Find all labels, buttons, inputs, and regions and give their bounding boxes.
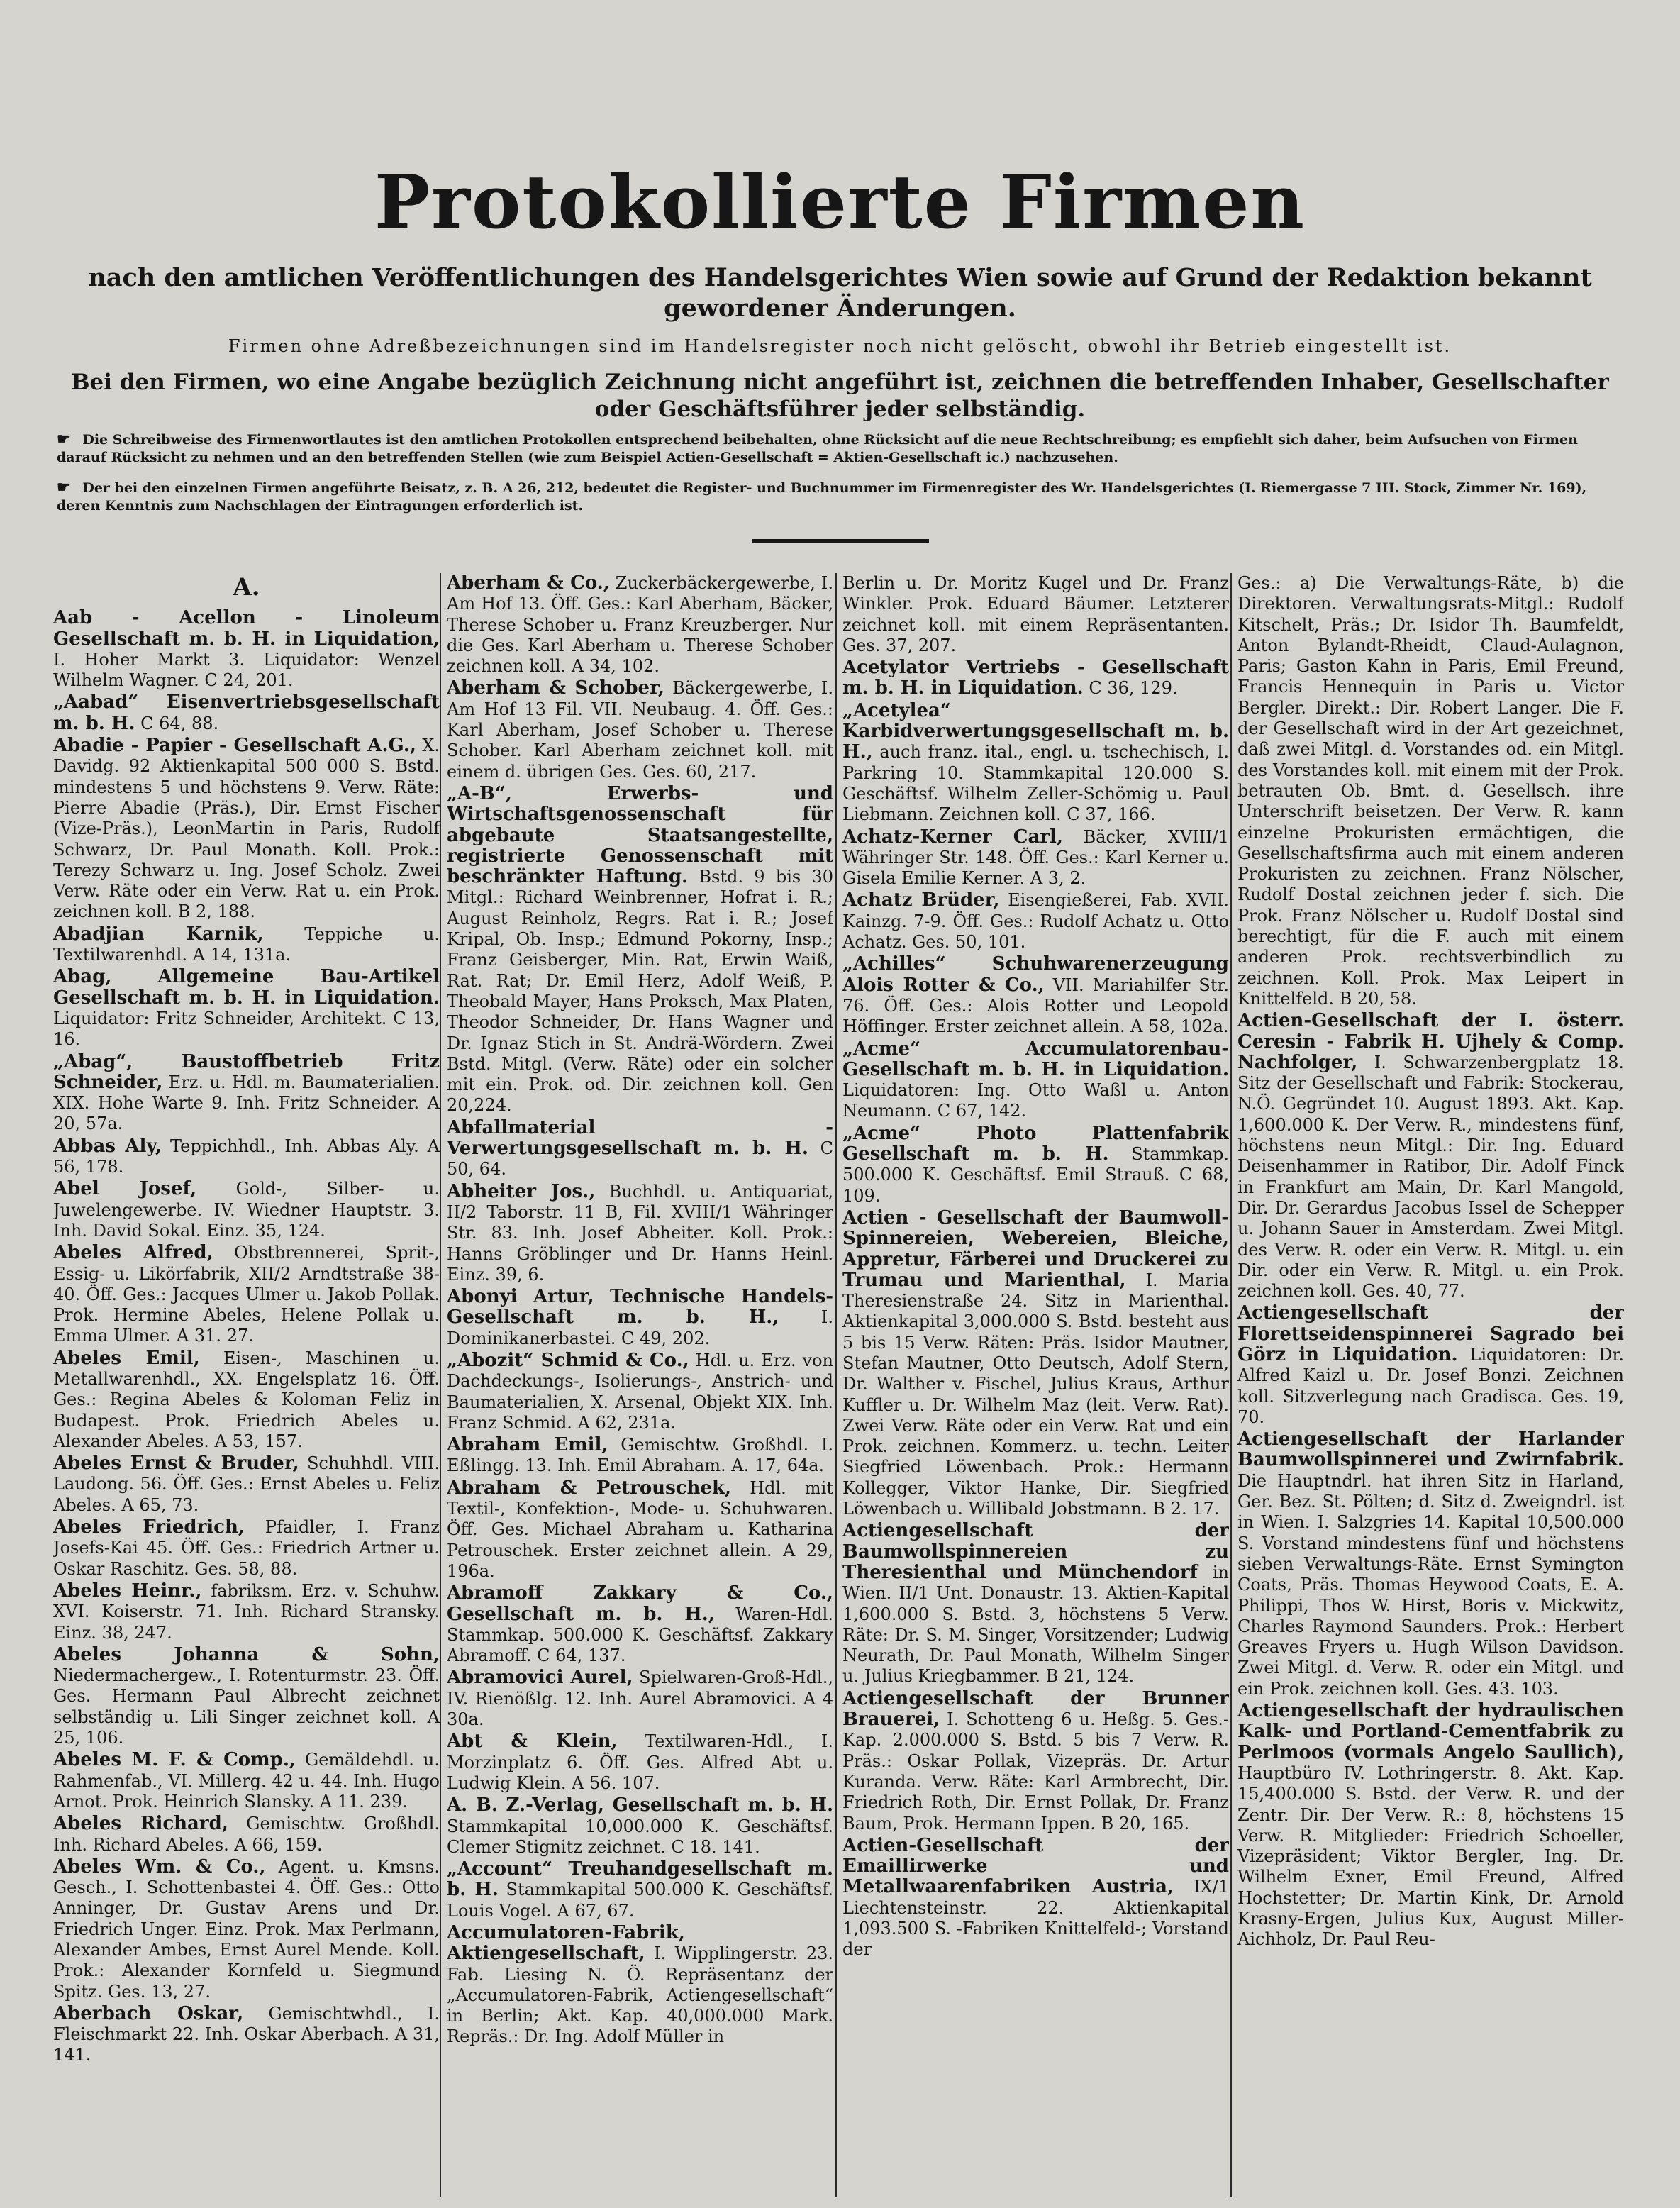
firm-details: C 36, 129.	[1089, 678, 1178, 699]
firm-name: „A-B“, Erwerbs- und Wirtschaftsgenossenschaft für abgebaute Staatsangestellte, registrierte Genossenschaft mit beschränkter Haftung.	[447, 782, 833, 888]
firm-name: Achatz-Kerner Carl,	[842, 826, 1063, 848]
firm-name: Actien - Gesellschaft der Baumwoll-Spinnereien, Webereien, Bleiche, Appretur, Färberei und Druckerei zu Trumau und Marienthal,	[842, 1206, 1229, 1291]
firm-details: Ges.: a) Die Verwaltungs-Räte, b) die Direktoren. Verwaltungsrats-Mitgl.: Rudolf Kitschelt, Präs.; Dr. Isidor Th. Baumfeldt, Anton Bylandt-Rheidt, Claud-Aulagnon, Paris; Gaston Kahn in Paris, Emil Freund, Francis Hennequin in Paris u. Victor Bergler. Direkt.: Dir. Robert Langer. Die F. der Gesellschaft wird in der Art gezeichnet, daß zwei Mitgl. d. Vorstandes od. ein Mitgl. des Vorstandes koll. mit einem mit der Prok. betrauten Ob. Bmt. d. Gesellsch. ihre Unterschrift beisetzen. Der Verw. R. kann einzelne Prokuristen ermächtigen, die Gesellschaftsfirma auch mit einem anderen Prokuristen zu zeichnen. Franz Nölscher, Rudolf Dostal zeichnen jeder f. sich. Die Prok. Franz Nölscher u. Rudolf Dostal sind berechtigt, für die F. auch mit einem anderen Prok. rechtsverbindlich zu zeichnen. Koll. Prok. Max Leipert in Knittelfeld. B 20, 58.	[1237, 573, 1624, 1009]
pointing-hand-icon: ☛	[57, 478, 71, 496]
header-divider	[752, 539, 929, 543]
firm-entry	[53, 736, 440, 923]
hint-register-number	[57, 479, 1623, 515]
firm-details: Gemischtw. Großhdl. Inh. Richard Abeles. A 66, 159.	[53, 1814, 440, 1855]
firm-entry	[53, 2004, 440, 2066]
firm-entry	[53, 692, 440, 734]
firm-name: Abel Josef,	[53, 1178, 197, 1200]
page-title: Protokollierte Firmen	[374, 158, 1306, 245]
column-divider	[835, 573, 837, 2197]
firm-details: I. Schwarzenbergplatz 18. Sitz der Gesellschaft und Fabrik: Stockerau, N.Ö. Gegründet 10. August 1893. Akt. Kap. 1,600.000 K. Der Verw. R., mindestens fünf, höchstens neun Mitgl.: Dir. Ing. Eduard Deisenhammer in Ratibor, Dir. Adolf Finck in Frankfurt am Main, Dr. Karl Mangold, Dir. Dr. Gerardus Jacobus Issel de Schepper u. Johann Sauer in Amsterdam. Zwei Mitgl. des Verw. R. oder ein Verw. R. Mitgl. u. ein Dir. oder ein Verw. R. Mitgl. u. ein Prok. zeichnen koll. Ges. 40, 77.	[1237, 1052, 1624, 1302]
firm-details: Schuhhdl. VIII. Laudong. 56. Öff. Ges.: Ernst Abeles u. Feliz Abeles. A 65, 73.	[53, 1453, 440, 1515]
firm-entry	[447, 784, 833, 1116]
firm-name: Abadjian Karnik,	[53, 923, 264, 945]
section-letter: A.	[233, 573, 260, 601]
firm-details: Hdl. mit Textil-, Konfektion-, Mode- u. Schuhwaren. Öff. Ges. Michael Abraham u. Katharina Petrouschek. Erster zeichnet allein. A 29, 196a.	[447, 1477, 833, 1581]
firm-details: Gemäldehdl. u. Rahmenfab., VI. Millerg. 42 u. 44. Inh. Hugo Arnot. Prok. Heinrich Slansky. A 11. 239.	[53, 1750, 440, 1812]
firm-entry	[842, 701, 1229, 826]
firm-entry	[1237, 573, 1624, 1009]
hint-spelling-text: Die Schreibweise des Firmenwortlautes ist den amtlichen Protokollen entsprechend beibehalten, ohne Rücksicht auf die neue Rechtschreibung; es empfiehlt sich daher, beim Aufsuchen von Firmen darauf Rücksicht zu nehmen und an den betreffenden Stellen (wie zum Beispiel Actien-Gesellschaft = Aktien-Gesellschaft ic.) nachzusehen.	[57, 432, 1578, 465]
note-signature: Bei den Firmen, wo eine Angabe bezüglich Zeichnung nicht angeführt ist, zeichnen die betreffenden Inhaber, Gesellschafter oder Geschäftsführer jeder selbständig.	[71, 370, 1609, 422]
firm-entry	[447, 1182, 833, 1285]
firm-details: Textilwaren-Hdl., I. Morzinplatz 6. Öff. Ges. Alfred Abt u. Ludwig Klein. A 56. 107.	[447, 1731, 833, 1793]
firm-details: VII. Mariahilfer Str. 76. Öff. Ges.: Alois Rotter und Leopold Höffinger. Erster zeichnet allein. A 58, 102a.	[842, 975, 1229, 1037]
firm-details: Waren-Hdl. Stammkap. 500.000 K. Geschäftsf. Zakkary Abramoff. C 64, 137.	[447, 1604, 833, 1666]
firm-name: Abeles Heinr.,	[53, 1580, 202, 1602]
firm-details: auch franz. ital., engl. u. tschechisch, I. Parkring 10. Stammkapital 120.000 S. Geschäftsf. Wilhelm Zeller-Schömig u. Paul Liebmann. Zeichnen koll. C 37, 166.	[842, 742, 1229, 825]
firm-details: Zuckerbäckergewerbe, I. Am Hof 13. Öff. Ges.: Karl Aberham, Bäcker, Therese Schober u. Franz Kreuzberger. Nur die Ges. Karl Aberham u. Therese Schober zeichnen koll. A 34, 102.	[447, 573, 833, 677]
firm-name: „Account“ Treuhandgesellschaft m. b. H.	[447, 1858, 833, 1901]
firm-entry	[53, 924, 440, 966]
firm-name: Abheiter Jos.,	[447, 1180, 596, 1202]
firm-entry	[842, 1836, 1229, 1960]
firm-entry	[53, 1052, 440, 1135]
firm-name: „Acme“ Accumulatorenbau-Gesellschaft m. b. H. in Liquidation.	[842, 1038, 1229, 1080]
firm-name: Abag, Allgemeine Bau-Artikel Gesellschaft m. b. H. in Liquidation.	[53, 966, 440, 1009]
firm-entry	[53, 1517, 440, 1580]
firm-entry	[53, 1645, 440, 1748]
firm-name: Abonyi Artur, Technische Handels-Gesellschaft m. b. H.,	[447, 1286, 833, 1328]
firm-details: Eisen-, Maschinen u. Metallwarenhdl., XX. Engelsplatz 16. Öff. Ges.: Regina Abeles & Koloman Feliz in Budapest. Prok. Friedrich Abeles u. Alexander Abeles. A 53, 157.	[53, 1348, 440, 1451]
firm-entry	[447, 1350, 833, 1433]
firm-name: Abeles Emil,	[53, 1347, 200, 1369]
firm-details: in Wien. II/1 Unt. Donaustr. 13. Aktien-Kapital 1,600.000 S. Bstd. 3, höchstens 5 Verw. Räte: Dr. S. M. Singer, Vorsitzender; Ludwig Neurath, Dr. Paul Monath, Wilhelm Singer u. Julius Kriegbammer. B 21, 124.	[842, 1562, 1229, 1687]
firm-entry	[842, 827, 1229, 889]
firm-details: Teppiche u. Textilwarenhdl. A 14, 131a.	[53, 923, 440, 965]
firm-name: Abeles M. F. & Comp.,	[53, 1749, 296, 1771]
firm-details: fabriksm. Erz. v. Schuhw. XVI. Koiserstr. 71. Inh. Richard Stransky. Einz. 38, 247.	[53, 1580, 440, 1643]
column-2	[447, 573, 833, 2197]
firm-name: Actiengesellschaft der Florettseidenspinnerei Sagrado bei Görz in Liquidation.	[1237, 1302, 1624, 1365]
firm-name: Abeles Johanna & Sohn,	[53, 1643, 440, 1665]
firm-name: „Acetylea“ Karbidverwertungsgesellschaft m. b. H.,	[842, 699, 1229, 763]
firm-entry	[447, 1583, 833, 1666]
firm-details: Hdl. u. Erz. von Dachdeckungs-, Isolierungs-, Anstrich- und Baumaterialien, X. Arsenal, Objekt XIX. Inh. Franz Schmid. A 62, 231a.	[447, 1350, 833, 1433]
firm-details: Berlin u. Dr. Moritz Kugel und Dr. Franz Winkler. Prok. Eduard Bäumer. Letzterer zeichnet koll. mit einem Repräsentanten. Ges. 37, 207.	[842, 573, 1229, 655]
firm-details: C 50, 64.	[447, 1138, 833, 1180]
firm-details: Gold-, Silber- u. Juwelengewerbe. IV. Wiedner Hauptstr. 3. Inh. David Sokal. Einz. 35, 124.	[53, 1179, 440, 1241]
firm-details: I. Schotteng 6 u. Heßg. 5. Ges.-Kap. 2.000.000 S. Bstd. 5 bis 7 Verw. R. Präs.: Oskar Pollak, Vizepräs. Dr. Artur Kuranda. Verw. Räte: Karl Armbrecht, Dir. Friedrich Roth, Dir. Ernst Pollak, Dr. Franz Baum, Prok. Hermann Ippen. B 20, 165.	[842, 1709, 1229, 1833]
firm-name: Abeles Richard,	[53, 1813, 228, 1835]
firm-name: Aberham & Co.,	[447, 573, 610, 594]
firm-details: Eisengießerei, Fab. XVII. Kainzg. 7-9. Öff. Ges.: Rudolf Achatz u. Otto Achatz. Ges. 50, 101.	[842, 890, 1229, 953]
firm-name: Abeles Wm. & Co.,	[53, 1855, 266, 1877]
firm-name: Aab - Acellon - Linoleum Gesellschaft m. b. H. in Liquidation,	[53, 607, 440, 650]
firm-name: Accumulatoren-Fabrik, Aktiengesellschaft,	[447, 1922, 685, 1965]
firm-entry	[53, 1857, 440, 2002]
firm-entry	[842, 954, 1229, 1037]
firm-name: Abbas Aly,	[53, 1135, 162, 1157]
firm-entry	[1237, 1429, 1624, 1699]
firm-entry	[842, 1124, 1229, 1206]
hint-register-text: Der bei den einzelnen Firmen angeführte Beisatz, z. B. A 26, 212, bedeutet die Register- und Buchnummer im Firmenregister des Wr. Handelsgerichtes (I. Riemergasse 7 III. Stock, Zimmer Nr. 169), deren Kenntnis zum Nachschlagen der Eintragungen erforderlich ist.	[57, 480, 1587, 514]
firm-details: I. Dominikanerbastei. C 49, 202.	[447, 1307, 833, 1348]
firm-details: Liquidatoren: Dr. Alfred Kaizl u. Dr. Josef Bonzi. Zeichnen koll. Sitzverlegung nach Gradisca. Ges. 19, 70.	[1237, 1344, 1624, 1427]
firm-entry	[447, 1435, 833, 1477]
firm-details: Obstbrennerei, Sprit-, Essig- u. Likörfabrik, XII/2 Arndtstraße 38-40. Öff. Ges.: Jacques Ulmer u. Jakob Pollak. Prok. Hermine Abeles, Helene Pollak u. Emma Ulmer. A 31. 27.	[53, 1243, 440, 1346]
firm-details: Hauptbüro IV. Lothringerstr. 8. Akt. Kap. 15,400.000 S. Bstd. der Verw. R. und der Zentr. Dir. Der Verw. R.: 8, höchstens 15 Verw. R. Mitglieder: Friedrich Schoeller, Vizepräsident; Viktor Bergler, Ing. Dr. Wilhelm Exner, Emil Freund, Alfred Hochstetter; Dr. Martin Kink, Dr. Arnold Krasny-Ergen, Julius Kux, August Miller-Aichholz, Dr. Paul Reu-	[1237, 1763, 1624, 1950]
firm-details: I. Maria Theresienstraße 24. Sitz in Marienthal. Aktienkapital 3,000.000 S. Bstd. besteht aus 5 bis 15 Verw. Räten: Präs. Isidor Mautner, Stefan Mautner, Otto Deutsch, Adolf Stern, Dr. Walther v. Fischel, Julius Kraus, Arthur Kuffler u. Dr. Wilhelm Maz (leit. Verw. Rat). Zwei Verw. Räte oder ein Verw. Rat und ein Prok. zeichnen. Kommerz. u. techn. Leiter Siegfried Löwenbach. Prok.: Hermann Kollegger, Viktor Hanke, Dir. Siegfried Löwenbach u. Willibald Jobstmann. B 2. 17.	[842, 1270, 1229, 1519]
firm-entry	[842, 1521, 1229, 1687]
firm-name: Abt & Klein,	[447, 1731, 618, 1753]
firm-name: Abramoff Zakkary & Co., Gesellschaft m. b. H.,	[447, 1582, 833, 1625]
firm-name: Abeles Friedrich,	[53, 1516, 245, 1538]
column-divider	[1230, 573, 1232, 2197]
firm-name: Abeles Alfred,	[53, 1242, 213, 1264]
firm-entry	[447, 573, 833, 677]
column-1	[53, 573, 440, 2197]
firm-name: Abraham & Petrouschek,	[447, 1477, 732, 1499]
firm-details: Die Hauptndrl. hat ihren Sitz in Harland, Ger. Bez. St. Pölten; d. Sitz d. Zweigndrl. ist in Wien. I. Salzgries 14. Kapital 10,500.000 S. Vorstand mindestens fünf und höchstens sieben Verwaltungs-Räte. Ernst Symington Coats, Präs. Thomas Heywood Coats, E. A. Philippi, Thos W. Hirst, Boris v. Mickwitz, Charles Raymond Saunders. Prok.: Herbert Greaves Fryers u. Hugh Wilson Davidson. Zwei Mitgl. d. Verw. R. oder ein Mitgl. und ein Prok. zeichnen koll. Ges. 43. 103.	[1237, 1470, 1624, 1699]
firm-entry	[53, 1348, 440, 1452]
firm-name: Aberbach Oskar,	[53, 2002, 244, 2024]
firm-name: Actiengesellschaft der hydraulischen Kalk- und Portland-Cementfabrik zu Perlmoos (vormals Angelo Saullich),	[1237, 1700, 1624, 1763]
firm-entry	[53, 608, 440, 691]
firm-details: Niedermachergew., I. Rotenturmstr. 23. Öff. Ges. Hermann Paul Albrecht zeichnet selbständig u. Lili Singer zeichnet koll. A 25, 106.	[53, 1665, 440, 1748]
firm-details: Liquidator: Fritz Schneider, Architekt. C 13, 16.	[53, 1008, 440, 1050]
firm-entry	[447, 1859, 833, 1921]
firm-entry	[447, 1287, 833, 1349]
firm-entry	[447, 1668, 833, 1730]
firm-entry	[447, 1923, 833, 2048]
firm-name: A. B. Z.-Verlag, Gesellschaft m. b. H.	[447, 1794, 833, 1816]
firm-name: Aberham & Schober,	[447, 677, 664, 699]
firm-details: Stammkapital 10,000.000 K. Geschäftsf. Clemer Stignitz zeichnet. C 18. 141.	[447, 1816, 833, 1857]
firm-details: Agent. u. Kmsns. Gesch., I. Schottenbastei 4. Öff. Ges.: Otto Anninger, Dr. Gustav Arens und Dr. Friedrich Unger. Einz. Prok. Max Perlmann, Alexander Ambes, Ernst Aurel Mende. Koll. Prok.: Alexander Kornfeld u. Siegmund Spitz. Ges. 13, 27.	[53, 1856, 440, 2002]
firm-name: Acetylator Vertriebs - Gesellschaft m. b. H. in Liquidation.	[842, 657, 1229, 699]
firm-details: Buchhdl. u. Antiquariat, II/2 Taborstr. 11 B, Fil. XVIII/1 Währinger Str. 83. Inh. Josef Abheiter. Koll. Prok.: Hanns Gröblinger und Dr. Hanns Heinl. Einz. 39, 6.	[447, 1181, 833, 1285]
firm-entry	[447, 1478, 833, 1582]
firm-details: Liquidatoren: Ing. Otto Waßl u. Anton Neumann. C 67, 142.	[842, 1080, 1229, 1121]
firm-entry	[53, 967, 440, 1050]
firm-entry	[1237, 1303, 1624, 1428]
firm-name: Abramovici Aurel,	[447, 1667, 633, 1689]
hint-spelling	[57, 431, 1623, 467]
firm-entry	[447, 678, 833, 782]
firm-name: Actiengesellschaft der Brunner Brauerei,	[842, 1687, 1229, 1731]
firm-details: Bäckergewerbe, I. Am Hof 13 Fil. VII. Neubaug. 4. Öff. Ges.: Karl Aberham, Josef Schober u. Therese Schober. Karl Aberham zeichnet koll. mit einem d. übrigen Ges. Ges. 60, 217.	[447, 678, 833, 782]
firm-details: Gemischtw. Großhdl. I. Eßlingg. 13. Inh. Emil Abraham. A. 17, 64a.	[447, 1435, 833, 1476]
page-subtitle: nach den amtlichen Veröffentlichungen des Handelsgerichtes Wien sowie auf Grund der Redaktion bekannt gewordener Änderungen.	[88, 263, 1592, 323]
firm-name: Achatz Brüder,	[842, 889, 1000, 911]
firm-entry	[53, 1243, 440, 1346]
firm-name: „Acme“ Photo Plattenfabrik Gesellschaft m. b. H.	[842, 1122, 1229, 1165]
firm-name: „Achilles“ Schuhwarenerzeugung Alois Rotter & Co.,	[842, 953, 1229, 996]
firm-entry	[53, 1581, 440, 1643]
firm-details: Bstd. 9 bis 30 Mitgl.: Richard Weinbrenner, Hofrat i. R.; August Reinholz, Regrs. Rat i. R.; Josef Kripal, Ob. Insp.; Edmund Pokorny, Insp.; Franz Geisberger, Min. Rat, Erwin Waiß, Rat. Rat; Dr. Emil Herz, Adolf Weiß, P. Theobald Mayer, Hans Proksch, Max Platen, Theodor Schneider, Dr. Hans Wagner und Dr. Ignaz Stich in St. Andrä-Wördern. Zwei Bstd. Mitgl. (Verw. Räte) oder ein solcher mit ein. Prok. od. Dir. zeichnen koll. Gen 20,224.	[447, 867, 833, 1116]
firm-entry	[447, 1795, 833, 1858]
firm-name: Actien-Gesellschaft der I. österr. Ceresin - Fabrik H. Ujhely & Comp. Nachfolger,	[1237, 1010, 1624, 1073]
firm-entry	[53, 1453, 440, 1516]
firm-name: Abraham Emil,	[447, 1434, 608, 1456]
firm-details: I. Wipplingerstr. 23. Fab. Liesing N. Ö. Repräsentanz der „Accumulatoren-Fabrik, Actiengesellschaft“ in Berlin; Akt. Kap. 40,000.000 Mark. Repräs.: Dr. Ing. Adolf Müller in	[447, 1943, 833, 2047]
firm-details: Teppichhdl., Inh. Abbas Aly. A 56, 178.	[53, 1136, 440, 1177]
firm-name: „Aabad“ Eisenvertriebsgesellschaft m. b. H.	[53, 692, 440, 734]
firm-entry	[842, 1689, 1229, 1834]
firm-entry	[842, 890, 1229, 953]
firm-details: Stammkapital 500.000 K. Geschäftsf. Louis Vogel. A 67, 67.	[447, 1880, 833, 1921]
pointing-hand-icon: ☛	[57, 430, 71, 448]
firm-entry	[842, 1039, 1229, 1122]
firm-entry	[53, 1750, 440, 1812]
column-3	[842, 573, 1229, 2197]
firm-details: C 64, 88.	[140, 713, 219, 733]
column-4	[1237, 573, 1624, 2197]
firm-name: Abadie - Papier - Gesellschaft A.G.,	[53, 735, 416, 757]
firm-entry	[842, 658, 1229, 699]
column-divider	[440, 573, 441, 2197]
firm-entry	[53, 1179, 440, 1241]
firm-entry	[53, 1814, 440, 1855]
firm-details: Stammkap. 500.000 K. Geschäftsf. Emil Strauß. C 68, 109.	[842, 1144, 1229, 1206]
firm-entry	[1237, 1701, 1624, 1951]
firm-name: „Abag“, Baustoffbetrieb Fritz Schneider,	[53, 1050, 440, 1093]
firm-name: Actien-Gesellschaft der Emaillirwerke und Metallwaarenfabriken Austria,	[842, 1834, 1229, 1898]
firm-name: Actiengesellschaft der Baumwollspinnereien zu Theresienthal und Münchendorf	[842, 1520, 1229, 1583]
firm-details: Erz. u. Hdl. m. Baumaterialien. XIX. Hohe Warte 9. Inh. Fritz Schneider. A 20, 57a.	[53, 1072, 440, 1134]
firm-entry	[1237, 1011, 1624, 1302]
firm-name: „Abozit“ Schmid & Co.,	[447, 1349, 689, 1371]
firm-name: Abfallmaterial - Verwertungsgesellschaft m. b. H.	[447, 1116, 833, 1160]
firm-entry	[842, 1208, 1229, 1519]
firm-details: Gemischtwhdl., I. Fleischmarkt 22. Inh. Oskar Aberbach. A 31, 141.	[53, 2003, 440, 2065]
firm-name: Abeles Ernst & Bruder,	[53, 1453, 299, 1475]
firm-details: X. Davidg. 92 Aktienkapital 500 000 S. Bstd. mindestens 5 und höchstens 9. Verw. Räte: Pierre Abadie (Präs.), Dir. Ernst Fischer (Vize-Präs.), LeonMartin in Paris, Rudolf Schwarz, Dr. Paul Monath. Koll. Prok.: Terezy Schwarz u. Ing. Josef Scholz. Zwei Verw. Räte oder ein Verw. Rat u. ein Prok. zeichnen koll. B 2, 188.	[53, 736, 440, 922]
firm-entry	[447, 1731, 833, 1794]
firm-details: I. Hoher Markt 3. Liquidator: Wenzel Wilhelm Wagner. C 24, 201.	[53, 649, 440, 691]
firm-entry	[842, 573, 1229, 656]
firm-entry	[53, 1136, 440, 1178]
note-addresses: Firmen ohne Adreßbezeichnungen sind im Handelsregister noch nicht gelöscht, obwohl ihr Betrieb eingestellt ist.	[228, 336, 1452, 356]
firm-details: Spielwaren-Groß-Hdl., IV. Rienößlg. 12. Inh. Aurel Abramovici. A 4 30a.	[447, 1668, 833, 1730]
firm-details: IX/1 Liechtensteinstr. 22. Aktienkapital 1,093.500 S. -Fabriken Knittelfeld-; Vorstand der	[842, 1877, 1229, 1960]
firm-details: Bäcker, XVIII/1 Währinger Str. 148. Öff. Ges.: Karl Kerner u. Gisela Emilie Kerner. A 3, 2.	[842, 826, 1229, 889]
firm-details: Pfaidler, I. Franz Josefs-Kai 45. Öff. Ges.: Friedrich Artner u. Oskar Raschitz. Ges. 58, 88.	[53, 1517, 440, 1579]
firm-name: Actiengesellschaft der Harlander Baumwollspinnerei und Zwirnfabrik.	[1237, 1428, 1624, 1471]
firm-entry	[447, 1118, 833, 1180]
